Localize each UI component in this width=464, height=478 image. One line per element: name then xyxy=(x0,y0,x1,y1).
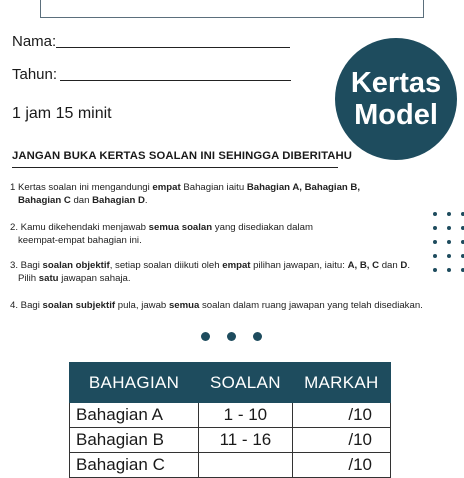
instruction-emphasis: empat xyxy=(152,182,181,193)
instruction-3 xyxy=(10,259,410,285)
header-soalan: SOALAN xyxy=(199,363,293,403)
instruction-text: jawapan sahaja. xyxy=(58,273,131,284)
cell-bahagian: Bahagian C xyxy=(70,453,199,478)
instruction-4 xyxy=(10,299,423,312)
tahun-answer-line[interactable] xyxy=(60,80,291,81)
instruction-number: 3 xyxy=(10,260,16,271)
instruction-number: 1 xyxy=(10,182,16,193)
instruction-text: pilihan jawapan, iaitu: xyxy=(250,260,348,271)
instruction-2 xyxy=(10,221,313,247)
decorative-dots xyxy=(201,332,262,341)
tahun-label: Tahun: xyxy=(12,66,58,83)
instruction-text: . Bagi xyxy=(15,300,43,311)
cell-markah: /10 xyxy=(292,428,390,453)
instruction-line xyxy=(10,221,313,234)
instruction-text: dan xyxy=(70,195,93,206)
instruction-number: 2 xyxy=(10,222,16,233)
instruction-emphasis: A, B, C xyxy=(347,260,380,271)
header-bahagian: BAHAGIAN xyxy=(70,363,199,403)
instruction-emphasis: semua soalan xyxy=(148,222,213,233)
instruction-text: . Bagi xyxy=(15,260,43,271)
instruction-text: . xyxy=(407,260,410,271)
instruction-emphasis: Bahagian C xyxy=(18,195,71,206)
table-row xyxy=(70,403,391,428)
instruction-text: yang disediakan dalam xyxy=(212,222,313,233)
cell-markah: /10 xyxy=(292,403,390,428)
instruction-text: Pilih xyxy=(18,273,39,284)
cell-soalan xyxy=(199,453,293,478)
cell-soalan: 1 - 10 xyxy=(199,403,293,428)
warning-heading: JANGAN BUKA KERTAS SOALAN INI SEHINGGA DIBERITAHU xyxy=(12,150,353,162)
instruction-line xyxy=(10,181,360,194)
badge-line-2: Model xyxy=(354,99,438,131)
instruction-emphasis: Bahagian A, Bahagian B, xyxy=(246,182,361,193)
table-row xyxy=(70,453,391,478)
nama-answer-line[interactable] xyxy=(56,47,290,48)
instruction-text: . xyxy=(144,195,148,206)
tahun-field xyxy=(12,66,57,83)
instruction-text: . Kamu dikehendaki menjawab xyxy=(15,222,149,233)
instruction-text: soalan dalam ruang jawapan yang telah disediakan. xyxy=(199,300,423,311)
marks-table-header xyxy=(70,363,391,403)
kertas-model-badge xyxy=(335,38,457,160)
instruction-line xyxy=(10,259,410,272)
cell-soalan: 11 - 16 xyxy=(199,428,293,453)
instruction-emphasis: empat xyxy=(222,260,251,271)
cell-bahagian: Bahagian A xyxy=(70,403,199,428)
warning-underline xyxy=(12,167,338,168)
instruction-emphasis: soalan objektif xyxy=(42,260,110,271)
instruction-line xyxy=(10,234,313,247)
instruction-text: pula, jawab xyxy=(115,300,169,311)
marks-table xyxy=(69,362,391,478)
header-markah: MARKAH xyxy=(292,363,390,403)
instruction-emphasis: D xyxy=(400,260,408,271)
instruction-line xyxy=(10,299,423,312)
cell-markah: /10 xyxy=(292,453,390,478)
instruction-1 xyxy=(10,181,360,207)
decorative-dot-grid xyxy=(433,212,464,273)
instruction-text: Kertas soalan ini mengandungi xyxy=(15,182,153,193)
instruction-emphasis: semua xyxy=(168,300,200,311)
exam-duration: 1 jam 15 minit xyxy=(12,105,112,122)
instruction-text: dan xyxy=(379,260,401,271)
instruction-text: keempat-empat bahagian ini. xyxy=(18,235,142,246)
instruction-line xyxy=(10,272,410,285)
cell-bahagian: Bahagian B xyxy=(70,428,199,453)
instruction-emphasis: Bahagian D xyxy=(92,195,145,206)
nama-label: Nama: xyxy=(12,33,57,50)
instruction-line xyxy=(10,194,360,207)
instruction-emphasis: soalan subjektif xyxy=(42,300,116,311)
badge-line-1: Kertas xyxy=(350,66,442,99)
nama-field xyxy=(12,33,56,50)
instruction-emphasis: satu xyxy=(38,273,59,284)
table-row xyxy=(70,428,391,453)
instruction-number: 4 xyxy=(10,300,16,311)
title-frame xyxy=(40,0,424,18)
instruction-text: , setiap soalan diikuti oleh xyxy=(109,260,223,271)
instruction-text: Bahagian iaitu xyxy=(180,182,247,193)
